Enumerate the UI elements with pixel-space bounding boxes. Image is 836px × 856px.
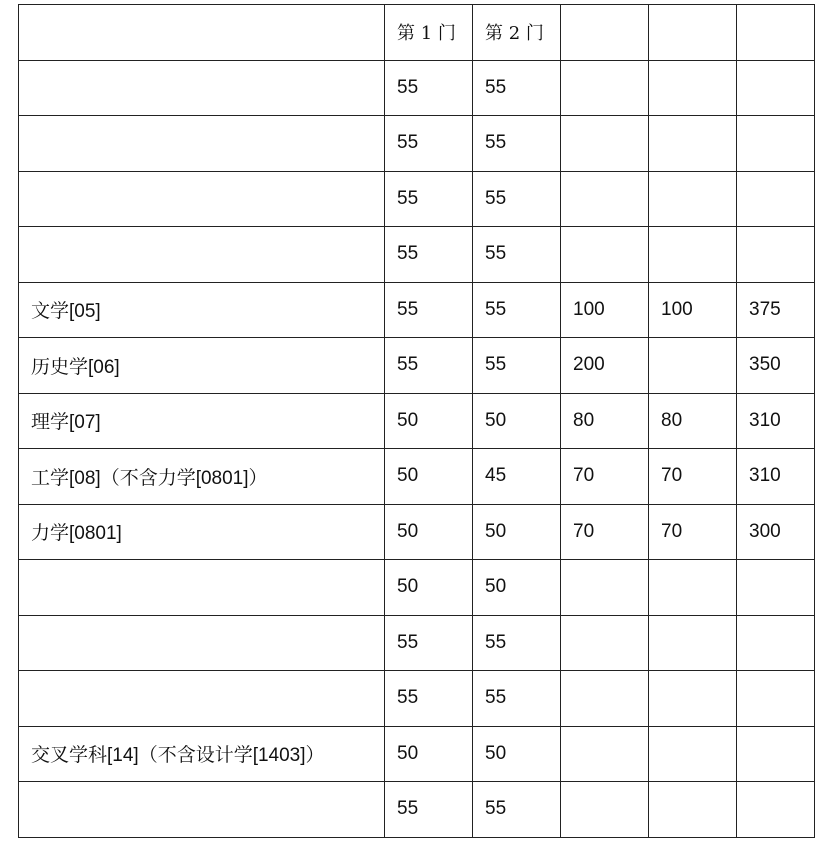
header-col5 [737, 5, 815, 61]
table-row [19, 504, 815, 560]
row-col4-score [649, 671, 737, 727]
row-subject-1-score: 55 [385, 338, 473, 394]
row-col4-score: 70 [649, 504, 737, 560]
row-col4-score [649, 560, 737, 616]
row-subject-2-score: 55 [473, 782, 561, 838]
row-total-score [737, 615, 815, 671]
row-category [19, 615, 385, 671]
row-category [19, 671, 385, 727]
row-category [19, 116, 385, 172]
row-total-score: 310 [737, 393, 815, 449]
row-subject-1-score: 50 [385, 393, 473, 449]
header-category [19, 5, 385, 61]
row-subject-1-score: 50 [385, 560, 473, 616]
header-subject-2: 第 2 门 [473, 5, 561, 61]
row-subject-1-score: 55 [385, 116, 473, 172]
row-subject-1-score: 55 [385, 782, 473, 838]
row-col4-score: 70 [649, 449, 737, 505]
row-col4-score [649, 782, 737, 838]
row-subject-1-score: 50 [385, 504, 473, 560]
row-subject-2-score: 55 [473, 671, 561, 727]
row-subject-2-score: 55 [473, 615, 561, 671]
row-category [19, 60, 385, 116]
row-col3-score [561, 782, 649, 838]
row-subject-1-score: 55 [385, 227, 473, 283]
row-total-score [737, 782, 815, 838]
row-total-score [737, 227, 815, 283]
row-col4-score [649, 615, 737, 671]
row-total-score: 310 [737, 449, 815, 505]
row-col3-score: 200 [561, 338, 649, 394]
table-row [19, 338, 815, 394]
row-subject-2-score: 55 [473, 171, 561, 227]
score-table-container [18, 4, 815, 838]
row-col4-score [649, 726, 737, 782]
row-total-score [737, 60, 815, 116]
row-subject-1-score: 55 [385, 282, 473, 338]
row-subject-2-score: 50 [473, 560, 561, 616]
row-total-score: 350 [737, 338, 815, 394]
row-col4-score [649, 60, 737, 116]
row-subject-1-score: 50 [385, 449, 473, 505]
row-category: 力学[0801] [19, 504, 385, 560]
table-row [19, 171, 815, 227]
row-col3-score [561, 560, 649, 616]
table-row [19, 782, 815, 838]
row-col3-score [561, 116, 649, 172]
row-col4-score: 100 [649, 282, 737, 338]
table-header-row [19, 5, 815, 61]
row-subject-2-score: 55 [473, 116, 561, 172]
row-subject-2-score: 50 [473, 393, 561, 449]
row-col3-score [561, 171, 649, 227]
row-category: 交叉学科[14]（不含设计学[1403]） [19, 726, 385, 782]
row-col3-score: 80 [561, 393, 649, 449]
row-total-score: 375 [737, 282, 815, 338]
table-row [19, 671, 815, 727]
row-total-score [737, 726, 815, 782]
table-row [19, 60, 815, 116]
row-total-score [737, 560, 815, 616]
row-category: 历史学[06] [19, 338, 385, 394]
row-subject-2-score: 55 [473, 338, 561, 394]
row-col3-score: 70 [561, 449, 649, 505]
table-row [19, 282, 815, 338]
row-subject-2-score: 55 [473, 282, 561, 338]
row-col3-score: 70 [561, 504, 649, 560]
row-subject-2-score: 50 [473, 504, 561, 560]
row-subject-1-score: 55 [385, 615, 473, 671]
table-row [19, 449, 815, 505]
row-col4-score [649, 338, 737, 394]
row-total-score [737, 171, 815, 227]
row-col4-score [649, 171, 737, 227]
table-row [19, 227, 815, 283]
row-col3-score: 100 [561, 282, 649, 338]
header-col3 [561, 5, 649, 61]
score-table [18, 4, 815, 838]
table-row [19, 393, 815, 449]
row-subject-1-score: 55 [385, 60, 473, 116]
row-total-score: 300 [737, 504, 815, 560]
row-col3-score [561, 227, 649, 283]
header-col4 [649, 5, 737, 61]
table-row [19, 560, 815, 616]
header-subject-1: 第 1 门 [385, 5, 473, 61]
row-total-score [737, 671, 815, 727]
table-row [19, 615, 815, 671]
row-subject-2-score: 55 [473, 60, 561, 116]
row-subject-1-score: 55 [385, 171, 473, 227]
row-total-score [737, 116, 815, 172]
row-category [19, 560, 385, 616]
row-subject-1-score: 50 [385, 726, 473, 782]
row-col3-score [561, 726, 649, 782]
row-subject-2-score: 50 [473, 726, 561, 782]
row-col3-score [561, 60, 649, 116]
row-col3-score [561, 671, 649, 727]
row-category [19, 227, 385, 283]
row-subject-2-score: 45 [473, 449, 561, 505]
row-category [19, 171, 385, 227]
row-subject-1-score: 55 [385, 671, 473, 727]
row-col4-score [649, 116, 737, 172]
table-row [19, 116, 815, 172]
row-category [19, 782, 385, 838]
row-category: 文学[05] [19, 282, 385, 338]
row-col4-score: 80 [649, 393, 737, 449]
row-col3-score [561, 615, 649, 671]
table-row [19, 726, 815, 782]
row-category: 理学[07] [19, 393, 385, 449]
row-category: 工学[08]（不含力学[0801]） [19, 449, 385, 505]
row-subject-2-score: 55 [473, 227, 561, 283]
row-col4-score [649, 227, 737, 283]
